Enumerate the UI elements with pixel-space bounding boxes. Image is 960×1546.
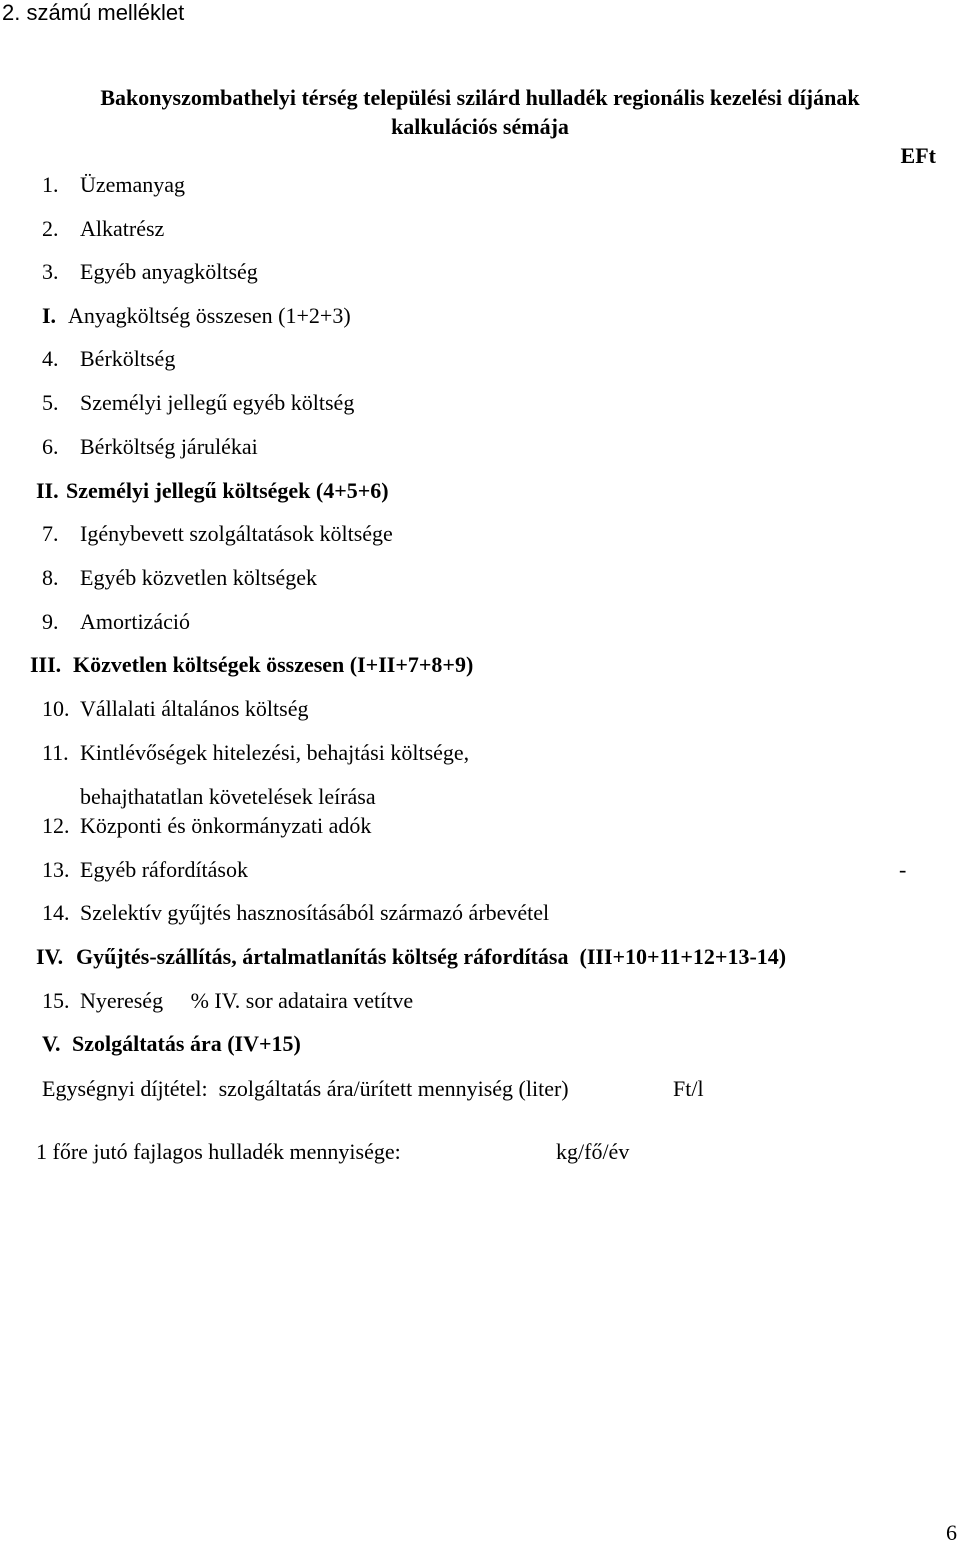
row-3 [42, 259, 258, 285]
row-10 [42, 696, 309, 722]
row-13 [42, 857, 248, 883]
row-label: Szolgáltatás ára (IV+15) [72, 1031, 301, 1056]
row-number: I. [42, 303, 57, 328]
row-number: 11. [42, 740, 69, 765]
annex-label: 2. számú melléklet [2, 0, 185, 25]
row-number: 10. [42, 696, 70, 721]
row-label: Nyereség % IV. sor adataira vetítve [80, 988, 414, 1013]
row-label: Egyéb anyagköltség [80, 259, 258, 284]
row-number: 13. [42, 857, 70, 882]
per-capita-label: 1 főre jutó fajlagos hulladék mennyisége: [36, 1139, 401, 1164]
row-number: 9. [42, 609, 59, 634]
row-label: Egyéb ráfordítások [80, 857, 248, 882]
row-label: Anyagköltség összesen (1+2+3) [68, 303, 351, 328]
unit-price-row [42, 1076, 569, 1102]
row-number: 5. [42, 390, 59, 415]
row-label: Kintlévőségek hitelezési, behajtási költsége, [80, 740, 470, 765]
row-label: Vállalati általános költség [80, 696, 309, 721]
row-label: Személyi jellegű költségek (4+5+6) [66, 478, 389, 503]
row-7 [42, 521, 393, 547]
row-number: III. [30, 652, 62, 677]
row-6 [42, 434, 258, 460]
row-15 [42, 988, 413, 1014]
row-number: V. [42, 1031, 61, 1056]
row-label: Bérköltség járulékai [80, 434, 258, 459]
row-9 [42, 609, 190, 635]
row-4 [42, 346, 175, 372]
row-number: IV. [36, 944, 64, 969]
page-number: 6 [946, 1520, 957, 1545]
row-number: 8. [42, 565, 59, 590]
row-number: 12. [42, 813, 70, 838]
row-IV [36, 944, 786, 970]
row-2 [42, 216, 164, 242]
row-label: behajthatatlan követelések leírása [80, 784, 376, 809]
unit-price-unit: Ft/l [673, 1076, 704, 1101]
row-number: 15. [42, 988, 70, 1013]
row-14 [42, 900, 549, 926]
document-title-line1: Bakonyszombathelyi térség települési szilárd hulladék regionális kezelési díjának [100, 85, 860, 110]
row-V [42, 1031, 301, 1057]
per-capita-unit: kg/fő/év [556, 1139, 630, 1164]
row-number: 7. [42, 521, 59, 546]
row-label: Egyéb közvetlen költségek [80, 565, 318, 590]
row-8 [42, 565, 317, 591]
unit-label: EFt [900, 143, 936, 168]
row-label: Közvetlen költségek összesen (I+II+7+8+9) [73, 652, 474, 677]
row-label: Bérköltség [80, 346, 176, 371]
row-number: 6. [42, 434, 59, 459]
row-11 [42, 740, 469, 766]
row-label: Alkatrész [80, 216, 165, 241]
row-number: II. [36, 478, 59, 503]
unit-price-label: Egységnyi díjtétel: szolgáltatás ára/ürített mennyiség (liter) [42, 1076, 569, 1101]
row-label: Igénybevett szolgáltatások költsége [80, 521, 393, 546]
row-II [36, 478, 389, 504]
row-number: 3. [42, 259, 59, 284]
row-number: 4. [42, 346, 59, 371]
row-label: Személyi jellegű egyéb költség [80, 390, 355, 415]
row-number: 1. [42, 172, 59, 197]
row-11-continuation [80, 784, 376, 810]
row-III [30, 652, 473, 678]
row-label: Központi és önkormányzati adók [80, 813, 372, 838]
row-1 [42, 172, 185, 198]
row-13-value: - [899, 857, 907, 882]
row-label: Üzemanyag [80, 172, 186, 197]
row-label: Szelektív gyűjtés hasznosításából származó árbevétel [80, 900, 550, 925]
row-number: 2. [42, 216, 59, 241]
document-title-line2: kalkulációs sémája [391, 114, 569, 139]
row-label: Gyűjtés-szállítás, ártalmatlanítás költség ráfordítása (III+10+11+12+13-14) [76, 944, 787, 969]
row-12 [42, 813, 371, 839]
row-number: 14. [42, 900, 70, 925]
row-I [42, 303, 351, 329]
row-label: Amortizáció [80, 609, 190, 634]
row-5 [42, 390, 354, 416]
